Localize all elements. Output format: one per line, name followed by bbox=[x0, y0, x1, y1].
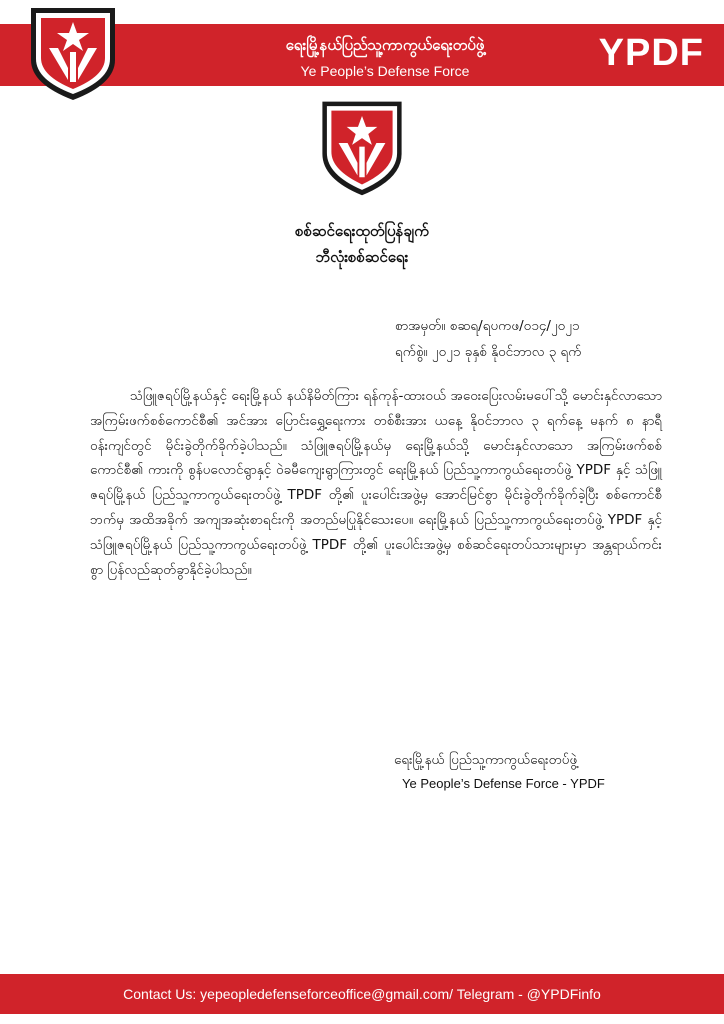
shield-star-logo-icon bbox=[22, 2, 124, 102]
footer-bar bbox=[0, 974, 724, 1014]
org-name-english: Ye People’s Defense Force bbox=[300, 63, 470, 79]
reference-number: စာအမှတ်။ စဆရ/ရပကဖ/၀၁၄/၂၀၂၁ bbox=[395, 318, 580, 334]
center-shield-logo-icon bbox=[317, 96, 407, 200]
org-name-myanmar: ရေးမြို့နယ်ပြည်သူ့ကာကွယ်ရေးတပ်ဖွဲ့ bbox=[285, 36, 485, 54]
signature-myanmar: ရေးမြို့နယ် ပြည်သူ့ကာကွယ်ရေးတပ်ဖွဲ့ bbox=[394, 752, 578, 768]
document-date: ရက်စွဲ။ ၂၀၂၁ ခုနှစ် နိုဝင်ဘာလ ၃ ရက် bbox=[395, 344, 582, 360]
statement-body: သံဖြူဇရပ်မြို့နယ်နှင့် ရေးမြို့နယ် နယ်နိမိတ်ကြား ရန်ကုန်-ထားဝယ် အဝေးပြေးလမ်းမပေါ်သို့ မောင်းနှင်လာသော အကြမ်းဖက်စစ်ကောင်စီ၏ အင်အား ပြောင်းရွှေ့ရေးကား တစ်စီးအား ယနေ့ နိုဝင်ဘာလ ၃ ရက်နေ့ မနက် ၈ နာရီဝန်းကျင်တွင် မိုင်းခွဲတိုက်ခိုက်ခဲ့ပါသည်။ သံဖြူဇရပ်မြို့နယ်မှ ရေးမြို့နယ်သို့ မောင်းနှင်လာသော အကြမ်းဖက်စစ်ကောင်စီ၏ ကားကို စွန်ပလောင်ရွာနှင့် ဝဲခမီကျေးရွာကြားတွင် ရေးမြို့နယ် ပြည်သူ့ကာကွယ်ရေးတပ်ဖွဲ့ YPDF နှင့် သံဖြူဇရပ်မြို့နယ် ပြည်သူ့ကာကွယ်ရေးတပ်ဖွဲ့ TPDF တို့၏ ပူးပေါင်းအဖွဲ့မှ အောင်မြင်စွာ မိုင်းခွဲတိုက်ခိုက်ခဲ့ပြီး စစ်ကောင်စီဘက်မှ အထိအခိုက် အကျအဆုံးစာရင်းကို အတည်မပြုနိုင်သေးပေ။ ရေးမြို့နယ် ပြည်သူ့ကာကွယ်ရေးတပ်ဖွဲ့ YPDF နှင့် သံဖြူဇရပ်မြို့နယ် ပြည်သူ့ကာကွယ်ရေးတပ်ဖွဲ့ TPDF တို့၏ ပူးပေါင်းအဖွဲ့မှ စစ်ဆင်ရေးတပ်သားများမှာ အန္တရာယ်ကင်းစွာ ပြန်လည်ဆုတ်ခွာနိုင်ခဲ့ပါသည်။ bbox=[90, 388, 662, 578]
footer-contact: Contact Us: yepeopledefenseforceoffice@gmail.com/ Telegram - @YPDFinfo bbox=[123, 986, 601, 1002]
document-title: စစ်ဆင်ရေးထုတ်ပြန်ချက် bbox=[295, 222, 429, 240]
document-subtitle: ဘီလုံးစစ်ဆင်ရေး bbox=[315, 248, 409, 266]
signature-english: Ye People’s Defense Force - YPDF bbox=[402, 776, 605, 791]
org-abbreviation: YPDF bbox=[598, 32, 704, 74]
